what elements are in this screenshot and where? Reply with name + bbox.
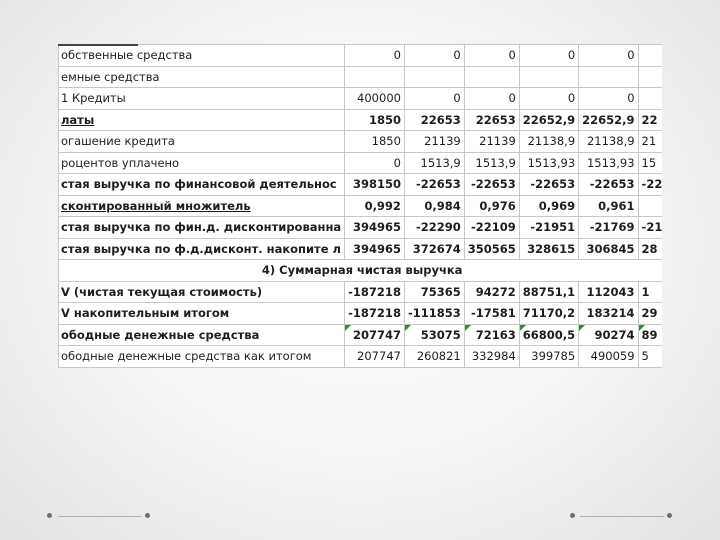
section-header-row	[59, 260, 663, 282]
cell: 207747	[345, 346, 405, 368]
cell: 1513,93	[519, 152, 578, 174]
table-row	[59, 174, 663, 196]
table-row	[59, 346, 663, 368]
cell: 394965	[345, 238, 405, 260]
cell-value: 207747	[352, 327, 401, 342]
cell: 94272	[464, 281, 519, 303]
table-row	[59, 66, 663, 88]
cell: 21138,9	[579, 131, 638, 153]
cell: 1513,9	[464, 152, 519, 174]
cell	[464, 324, 519, 346]
cell: 0	[464, 45, 519, 67]
cell: -22653	[519, 174, 578, 196]
table-row	[59, 131, 663, 153]
row-label: емные средства	[59, 66, 345, 88]
error-marker-icon	[639, 325, 645, 331]
cell	[638, 324, 662, 346]
row-label: огашение кредита	[59, 131, 345, 153]
error-marker-icon	[579, 325, 585, 331]
row-label-text: сконтированный множитель	[61, 198, 251, 213]
bullet-dot-icon	[47, 513, 52, 518]
cell: 0	[404, 88, 464, 110]
cell: 0	[464, 88, 519, 110]
cell: 71170,2	[519, 303, 578, 325]
cell: 28	[638, 238, 662, 260]
cell: 21	[638, 131, 662, 153]
cell	[345, 324, 405, 346]
cell: 0	[579, 45, 638, 67]
table-row	[59, 109, 663, 131]
cell	[579, 66, 638, 88]
row-label: V (чистая текущая стоимость)	[59, 281, 345, 303]
cell	[579, 324, 638, 346]
cell	[638, 66, 662, 88]
cell: -22290	[404, 217, 464, 239]
cell-value: 72163	[475, 327, 516, 342]
table-row	[59, 281, 663, 303]
cell: 0,969	[519, 195, 578, 217]
divider-line	[58, 516, 142, 517]
cell: 22652,9	[579, 109, 638, 131]
error-marker-icon	[405, 325, 411, 331]
cell-value: 90274	[594, 327, 635, 342]
cell	[638, 88, 662, 110]
cell	[638, 195, 662, 217]
table-row	[59, 238, 663, 260]
cell: 22653	[404, 109, 464, 131]
cell: 372674	[404, 238, 464, 260]
cell	[638, 45, 662, 67]
cell: 1513,9	[404, 152, 464, 174]
cell: -187218	[345, 281, 405, 303]
cell: 398150	[345, 174, 405, 196]
cell: 0	[404, 45, 464, 67]
error-marker-icon	[345, 325, 351, 331]
cell: 0	[579, 88, 638, 110]
cell: 1850	[345, 131, 405, 153]
cell: 1	[638, 281, 662, 303]
cell	[464, 66, 519, 88]
cell: 15	[638, 152, 662, 174]
cell: 1513,93	[579, 152, 638, 174]
cell: 183214	[579, 303, 638, 325]
cell: 0,976	[464, 195, 519, 217]
cell	[404, 324, 464, 346]
cell	[404, 66, 464, 88]
row-label: роцентов уплачено	[59, 152, 345, 174]
table-row	[59, 303, 663, 325]
cell: 399785	[519, 346, 578, 368]
row-label	[59, 109, 345, 131]
cell: 21138,9	[519, 131, 578, 153]
cell: -22653	[404, 174, 464, 196]
spreadsheet-image	[58, 44, 662, 368]
cell	[519, 324, 578, 346]
cell: 394965	[345, 217, 405, 239]
cell: 88751,1	[519, 281, 578, 303]
cell: 332984	[464, 346, 519, 368]
cell: -21951	[519, 217, 578, 239]
table-row	[59, 45, 663, 67]
section-title: 4) Суммарная чистая выручка	[59, 260, 663, 282]
cell: 328615	[519, 238, 578, 260]
cell: 350565	[464, 238, 519, 260]
bullet-dot-icon	[570, 513, 575, 518]
table-row	[59, 152, 663, 174]
cell: 0,992	[345, 195, 405, 217]
table-row	[59, 217, 663, 239]
cell: 22	[638, 109, 662, 131]
cell: 0	[345, 45, 405, 67]
cell: 22653	[464, 109, 519, 131]
cell: 306845	[579, 238, 638, 260]
cell	[519, 66, 578, 88]
cell: 21139	[404, 131, 464, 153]
table-row	[59, 324, 663, 346]
cell: 22652,9	[519, 109, 578, 131]
cell: 21139	[464, 131, 519, 153]
row-label: стая выручка по ф.д.дисконт. накопите л	[59, 238, 345, 260]
cell: 400000	[345, 88, 405, 110]
cash-flow-table	[58, 44, 662, 368]
error-marker-icon	[520, 325, 526, 331]
row-label: ободные денежные средства	[59, 324, 345, 346]
bullet-dot-icon	[145, 513, 150, 518]
cell: -111853	[404, 303, 464, 325]
cell-value: 53075	[420, 327, 461, 342]
cell: 75365	[404, 281, 464, 303]
cell: 5	[638, 346, 662, 368]
cell: -22653	[579, 174, 638, 196]
cell: 0	[519, 45, 578, 67]
cell: -21769	[579, 217, 638, 239]
row-label-text: латы	[61, 112, 95, 127]
row-label: стая выручка по фин.д. дисконтированна	[59, 217, 345, 239]
cell: 0	[519, 88, 578, 110]
cell: -22109	[464, 217, 519, 239]
border-line	[58, 44, 138, 46]
cell: -22653	[464, 174, 519, 196]
divider-line	[580, 516, 664, 517]
cell: 490059	[579, 346, 638, 368]
cell: 112043	[579, 281, 638, 303]
cell: -21	[638, 217, 662, 239]
row-label: ободные денежные средства как итогом	[59, 346, 345, 368]
cell: -187218	[345, 303, 405, 325]
cell-value: 89	[641, 327, 658, 342]
error-marker-icon	[465, 325, 471, 331]
bullet-dot-icon	[667, 513, 672, 518]
row-label: 1 Кредиты	[59, 88, 345, 110]
cell: 260821	[404, 346, 464, 368]
cell: -22	[638, 174, 662, 196]
cell-value: 66800,5	[522, 327, 576, 342]
cell: 0,984	[404, 195, 464, 217]
cell: -17581	[464, 303, 519, 325]
cell: 29	[638, 303, 662, 325]
cell: 0	[345, 152, 405, 174]
row-label: стая выручка по финансовой деятельнос	[59, 174, 345, 196]
cell: 1850	[345, 109, 405, 131]
cell: 0,961	[579, 195, 638, 217]
row-label: обственные средства	[59, 45, 345, 67]
cell	[345, 66, 405, 88]
table-row	[59, 88, 663, 110]
row-label	[59, 195, 345, 217]
row-label: V накопительным итогом	[59, 303, 345, 325]
table-row	[59, 195, 663, 217]
